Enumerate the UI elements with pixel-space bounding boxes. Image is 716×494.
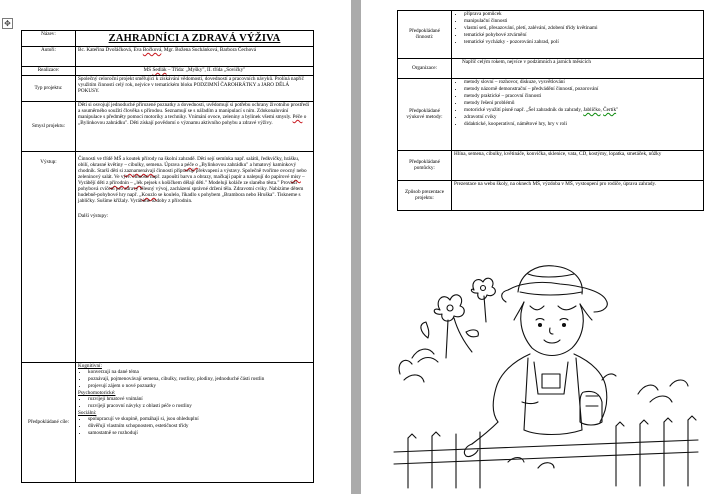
- list-item: • poznávají, pojmenovávají semena, cibulky, rostliny, plodiny, jednoduché části rostlin: [88, 377, 311, 383]
- gardener-girl-illustration: [388, 262, 704, 492]
- value-vystup: Činnosti ve třídě MŠ a koutek přírody na školní zahradě. Děti sejí semínka např. salátů, ředkvičky, hrášku, obilí, okrasné květiny – cibulky, semena. Úprava a péče o „Bylinkovou zahrádku" a hmatový kamínkový chodník. Starší děti si zaznamenávají činnosti přípravují překvapení a výstavy. Společně tvoříme ovocný nebo zeleninový salát. Ve výtv. činnosti např. zapouští barvu a obrazy, mačkají papír a nalepují do papírové misy – Vyrábějí děti z přírodnin – „lék pejsek s košíčkem dělají děti." Modelují koláče ze slaného těsta." Provádí pohybová cvičení pro zdravý tělesný vývoj, zacházení správné držení těla. Zdravotní cviky. Nabízíme dětem hudebně-pohybové hry např. „Kouzlo se koulelo, říkadlo s pohybem „Brambora nebo Hruška". Tiskneme s jablíčky. Sušíme křížaly. Vyrábíme ozdoby z přírodnin. Další výstupy:: [76, 152, 314, 363]
- list-item: • projevují zájem o nové poznatky: [88, 384, 311, 390]
- activities-list: [454, 12, 701, 46]
- list-item: • metody praktické – pracovní činnosti: [464, 94, 701, 100]
- row-cinnosti: [398, 11, 704, 59]
- row-smysl: [22, 102, 314, 152]
- label-realizace: Realizace:: [22, 67, 76, 76]
- label-typ: Typ projektu:: [22, 76, 76, 102]
- list-item: • spolupracují ve skupině, pomáhají si, jsou ohleduplní: [88, 417, 311, 423]
- fence: [394, 416, 698, 488]
- row-nazev: [22, 31, 314, 47]
- goals-list-social: [78, 417, 311, 437]
- page-1: [0, 0, 351, 494]
- value-realizace: MS Sedlák – Třída: „Myšky", II. třída „Sovičky": [76, 67, 314, 76]
- list-item: • rozvíjejí hmatové vnímání: [88, 397, 311, 403]
- row-organizace: [398, 59, 704, 79]
- list-item: • didaktické, kooperativní, námětové hry, hry v roli: [464, 122, 701, 128]
- hat: [502, 266, 608, 312]
- label-autori: Autoři:: [22, 47, 76, 67]
- list-item: • metody názorně demonstrační – předvádění činností, pozorování: [464, 87, 701, 93]
- value-metody: [452, 79, 704, 151]
- row-metody: [398, 79, 704, 151]
- label-nazev: Název:: [22, 31, 76, 47]
- row-pomucky: [398, 151, 704, 181]
- label-cinnosti: Předpokládané činnosti:: [398, 11, 452, 59]
- list-item: • tematické pohybové ztvárnění: [464, 33, 701, 39]
- label-vystup: Výstup:: [22, 152, 76, 363]
- list-item: • rozvíjejí pracovní návyky z oblasti péče o rostliny: [88, 404, 311, 410]
- value-autori: Bc. Kateřina Dvořáčková, Eva Bočková, Mgr. Božena Suchánková, Barbora Čechová: [76, 47, 314, 67]
- goals-list-cognitive: [78, 370, 311, 390]
- flowers-left: [399, 278, 495, 382]
- value-pomucky: Hlína, semena, cibulky, květináče, konvička, sklenice, vata, CD, kostýmy, lopatka, smetáček, nůžky: [452, 151, 704, 181]
- label-organizace: Organizace:: [398, 59, 452, 79]
- list-item: • metody řešení problémů: [464, 101, 701, 107]
- value-cinnosti: [452, 11, 704, 59]
- row-prezentace: [398, 181, 704, 211]
- goals-heading-cognitive: Kognitivní:: [78, 363, 102, 369]
- row-cile: [22, 363, 314, 483]
- list-item: • manipulační činnosti: [464, 19, 701, 25]
- row-typ: [22, 76, 314, 102]
- list-item: • zdravotní cviky: [464, 115, 701, 121]
- goals-heading-social: Sociální:: [78, 409, 97, 416]
- value-cile: [76, 363, 314, 483]
- value-smysl: Děti si osvojují jednoduché přirozené poznatky a dovednosti, uvědomují si potřebu ochrany životního prostředí a souměrného soužití člověka s přírodou. Seznamují se s nářadím a manipulací s ním. Zdokonalování manipulace s předměty pomocí motoriky a techniky. Vnímání ovoce, zeleniny a bylinek všemi smysly. Péče o „Bylinkovou zahrádku". Děti získají povědomí o významu aktivního pohybu a zdravé výživy.: [76, 102, 314, 152]
- list-item: • metody slovní – rozhovor, diskuze, vysvětlování: [464, 80, 701, 86]
- label-pomucky: Předpokládané pomůcky:: [398, 151, 452, 181]
- project-table-page-1: [21, 30, 314, 483]
- list-item: • důvěřují vlastním schopnostem, estetičnost třídy: [88, 424, 311, 430]
- value-prezentace: Prezentace na webu školy, na oknech MŠ, výzdoba v MŠ, vystoupení pro rodiče, úprava zahrady.: [452, 181, 704, 211]
- label-metody: Předpokládané výukové metody:: [398, 79, 452, 151]
- value-typ: Společný celoroční projekt směřující k získávání vědomostí, dovedností a pracovních návyků. Prolíná napříč využitím činností celý rok, nejvíce v tematickém bloku PODZIMNÍ ČAROHRÁTKY a JARO DĚLÁ POKUSY.: [76, 76, 314, 102]
- list-item: • tematické vycházky - pozorování zahrad, polí: [464, 40, 701, 46]
- other-outputs: Další výstupy:: [78, 212, 109, 219]
- row-realizace: [22, 67, 314, 76]
- value-organizace: Napříč celým rokem, nejvíce v podzimních a jarních měsících: [452, 59, 704, 79]
- list-item: • konverzují na dané téma: [88, 370, 311, 376]
- list-item: • vlastní setí, přesazování, pletí, zalévání, zdobení třídy květinami: [464, 26, 701, 32]
- goals-heading-psychomotor: Psychomotorické:: [78, 389, 116, 396]
- row-autori: [22, 47, 314, 67]
- project-title: ZAHRADNÍCI A ZDRAVÁ VÝŽIVA: [76, 31, 314, 47]
- label-prezentace: Způsob prezentace projektu:: [398, 181, 452, 211]
- row-vystup: [22, 152, 314, 363]
- methods-list: [454, 80, 701, 128]
- spellcheck-mark: Sedlák: [152, 67, 167, 73]
- spellcheck-mark: Bočková: [142, 47, 162, 53]
- goals-list-psychomotor: [78, 397, 311, 410]
- face: [514, 302, 592, 356]
- list-item: • motorické využití písně např. „Šel zahradník do zahrady, Jablíčko, Čertík": [464, 108, 701, 114]
- body: [493, 354, 607, 435]
- label-cile: Předpokládané cíle:: [22, 363, 76, 483]
- project-table-page-2: [397, 10, 704, 211]
- table-move-handle-icon[interactable]: ✥: [2, 18, 13, 29]
- list-item: • samostatně se rozhodují: [88, 431, 311, 437]
- label-smysl: Smysl projektu:: [22, 102, 76, 152]
- list-item: • příprava pomůcek: [464, 12, 701, 18]
